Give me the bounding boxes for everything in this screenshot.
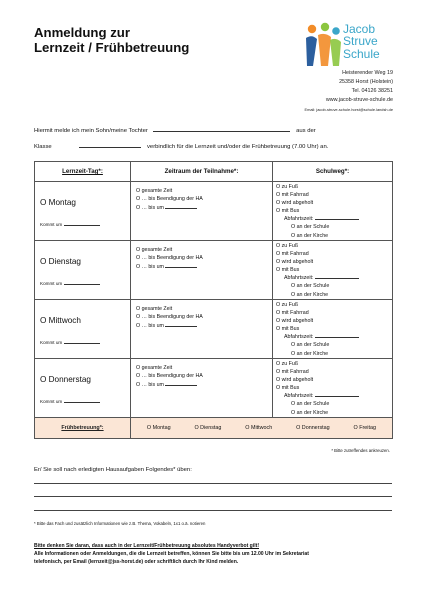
bottom-notice: [34, 543, 394, 566]
day-checkbox-donnerstag[interactable]: O Donnerstag: [40, 375, 91, 384]
kommt-um-field[interactable]: Kommt um: [40, 339, 100, 345]
fb-option-dienstag[interactable]: O Dienstag: [194, 425, 222, 431]
option-fahrrad[interactable]: O mit Fahrrad: [276, 310, 309, 317]
fb-option-freitag[interactable]: O Freitag: [353, 425, 376, 431]
address-web: www.jacob-struve-schule.de: [325, 97, 393, 104]
abfahrtszeit-field[interactable]: Abfahrtszeit:: [276, 333, 392, 341]
option-fahrrad[interactable]: O mit Fahrrad: [276, 251, 309, 258]
abfahrtszeit-field[interactable]: Abfahrtszeit:: [276, 274, 392, 282]
homework-line-1[interactable]: [34, 483, 392, 484]
route-options: [273, 359, 393, 418]
fruehbetreuung-label: Frühbetreuung*:: [35, 418, 131, 439]
option-fahrrad[interactable]: O mit Fahrrad: [276, 369, 309, 376]
option-abgeholt[interactable]: O wird abgeholt: [276, 259, 314, 266]
fb-option-donnerstag[interactable]: O Donnerstag: [296, 425, 330, 431]
option-an-der-kirche[interactable]: O an der Kirche: [291, 232, 329, 239]
option-zu-fuss[interactable]: O zu Fuß: [276, 243, 299, 249]
table-row: [35, 182, 393, 241]
option-an-der-schule[interactable]: O an der Schule: [291, 401, 330, 408]
address-phone: Tel. 04126 38251: [351, 88, 393, 95]
logo-word-struve: Struve: [343, 34, 378, 49]
option-an-der-schule[interactable]: O an der Schule: [291, 342, 330, 349]
intro-line2-prefix: Klasse: [34, 144, 52, 150]
header-route: Schulweg*:: [273, 162, 393, 182]
option-an-der-schule[interactable]: O an der Schule: [291, 283, 330, 290]
option-gesamte-zeit[interactable]: O gesamte Zeit: [136, 365, 173, 371]
notice-contact-line1: Alle Informationen oder Anmeldungen, die die Lernzeit betreffen, können Sie bitte bis um 12.00 Uhr im Sekretariat: [34, 550, 309, 557]
fb-option-montag[interactable]: O Montag: [146, 425, 171, 431]
option-abgeholt[interactable]: O wird abgeholt: [276, 377, 314, 384]
intro-line-1: [34, 125, 316, 134]
option-zu-fuss[interactable]: O zu Fuß: [276, 184, 299, 190]
page-title-line2: Lernzeit / Frühbetreuung: [34, 40, 190, 55]
option-bis-um[interactable]: O … bis um: [136, 322, 272, 330]
address-email: Email: jacob-struve-schule.horst@schule.landsh.de: [304, 107, 393, 113]
option-gesamte-zeit[interactable]: O gesamte Zeit: [136, 247, 173, 253]
day-cell: [35, 300, 131, 359]
homework-note: * Bitte das Fach und zusätzlich Informationen wie z.B. Thema, Vokabeln, 1x1 o.ä. notieren: [34, 521, 206, 526]
school-logo: [303, 22, 397, 72]
school-logo-figures-icon: [303, 22, 343, 70]
option-bis-um[interactable]: O … bis um: [136, 263, 272, 271]
footnote-tick: * Bitte zutreffendes ankreuzen.: [331, 448, 390, 453]
header-day: Lernzeit-Tag*:: [35, 162, 131, 182]
option-zu-fuss[interactable]: O zu Fuß: [276, 361, 299, 367]
intro-line2-suffix: verbindlich für die Lernzeit und/oder die Frühbetreuung (7.00 Uhr) an.: [146, 144, 329, 150]
option-bis-ha[interactable]: O … bis Beendigung der HA: [136, 314, 203, 321]
option-bis-um[interactable]: O … bis um: [136, 204, 272, 212]
day-cell: [35, 182, 131, 241]
option-an-der-schule[interactable]: O an der Schule: [291, 224, 330, 231]
option-an-der-kirche[interactable]: O an der Kirche: [291, 291, 329, 298]
option-an-der-kirche[interactable]: O an der Kirche: [291, 350, 329, 357]
option-bis-um[interactable]: O … bis um: [136, 381, 272, 389]
option-abgeholt[interactable]: O wird abgeholt: [276, 318, 314, 325]
option-bus[interactable]: O mit Bus: [276, 267, 300, 274]
page-title: [34, 25, 189, 55]
abfahrtszeit-field[interactable]: Abfahrtszeit:: [276, 215, 392, 223]
school-address: [304, 69, 393, 114]
option-bus[interactable]: O mit Bus: [276, 208, 300, 215]
fruehbetreuung-row: [35, 418, 393, 439]
day-checkbox-montag[interactable]: O Montag: [40, 198, 76, 207]
option-gesamte-zeit[interactable]: O gesamte Zeit: [136, 306, 173, 312]
table-row: [35, 359, 393, 418]
option-bus[interactable]: O mit Bus: [276, 326, 300, 333]
route-options: [273, 241, 393, 300]
route-options: [273, 300, 393, 359]
day-checkbox-dienstag[interactable]: O Dienstag: [40, 257, 81, 266]
route-options: [273, 182, 393, 241]
header-time: Zeitraum der Teilnahme*:: [131, 162, 273, 182]
option-zu-fuss[interactable]: O zu Fuß: [276, 302, 299, 308]
child-name-field[interactable]: [153, 125, 290, 132]
option-bus[interactable]: O mit Bus: [276, 385, 300, 392]
homework-line-2[interactable]: [34, 496, 392, 497]
homework-prompt: Er/ Sie soll nach erledigten Hausaufgaben Folgendes* üben:: [34, 467, 192, 473]
notice-contact-line2: telefonisch, per Email (lernzeit@jss-horst.de) oder schriftlich durch Ihr Kind melden.: [34, 558, 239, 565]
class-field[interactable]: [79, 141, 141, 148]
address-street: Heisterender Weg 19: [342, 70, 393, 76]
table-row: [35, 300, 393, 359]
intro-line-2: [34, 141, 328, 150]
option-abgeholt[interactable]: O wird abgeholt: [276, 200, 314, 207]
time-options: [131, 241, 273, 300]
day-cell: [35, 359, 131, 418]
fruehbetreuung-options: [131, 418, 393, 439]
option-bis-ha[interactable]: O … bis Beendigung der HA: [136, 196, 203, 203]
page-title-line1: Anmeldung zur: [34, 25, 130, 40]
option-bis-ha[interactable]: O … bis Beendigung der HA: [136, 255, 203, 262]
school-logo-text: [343, 23, 380, 60]
address-city: 25358 Horst (Holstein): [339, 79, 393, 86]
kommt-um-field[interactable]: Kommt um: [40, 221, 100, 227]
day-cell: [35, 241, 131, 300]
logo-word-jacob: Jacob: [343, 22, 376, 36]
fb-option-mittwoch[interactable]: O Mittwoch: [245, 425, 273, 431]
option-gesamte-zeit[interactable]: O gesamte Zeit: [136, 188, 173, 194]
abfahrtszeit-field[interactable]: Abfahrtszeit:: [276, 392, 392, 400]
time-options: [131, 300, 273, 359]
time-options: [131, 182, 273, 241]
logo-word-schule: Schule: [343, 46, 380, 61]
homework-line-3[interactable]: [34, 510, 392, 511]
table-header-row: [35, 162, 393, 182]
intro-line1-prefix: Hiermit melde ich mein Sohn/meine Tochter: [34, 128, 148, 134]
option-fahrrad[interactable]: O mit Fahrrad: [276, 192, 309, 199]
intro-line1-suffix: aus der: [296, 128, 316, 134]
notice-phone-ban: Bitte denken Sie daran, dass auch in der Lernzeit/Frühbetreuung absolutes Handyverbot gilt!: [34, 543, 260, 549]
kommt-um-field[interactable]: Kommt um: [40, 398, 100, 404]
registration-table: [34, 161, 393, 439]
time-options: [131, 359, 273, 418]
table-row: [35, 241, 393, 300]
kommt-um-field[interactable]: Kommt um: [40, 280, 100, 286]
day-checkbox-mittwoch[interactable]: O Mittwoch: [40, 316, 81, 325]
option-an-der-kirche[interactable]: O an der Kirche: [291, 409, 329, 416]
option-bis-ha[interactable]: O … bis Beendigung der HA: [136, 373, 203, 380]
